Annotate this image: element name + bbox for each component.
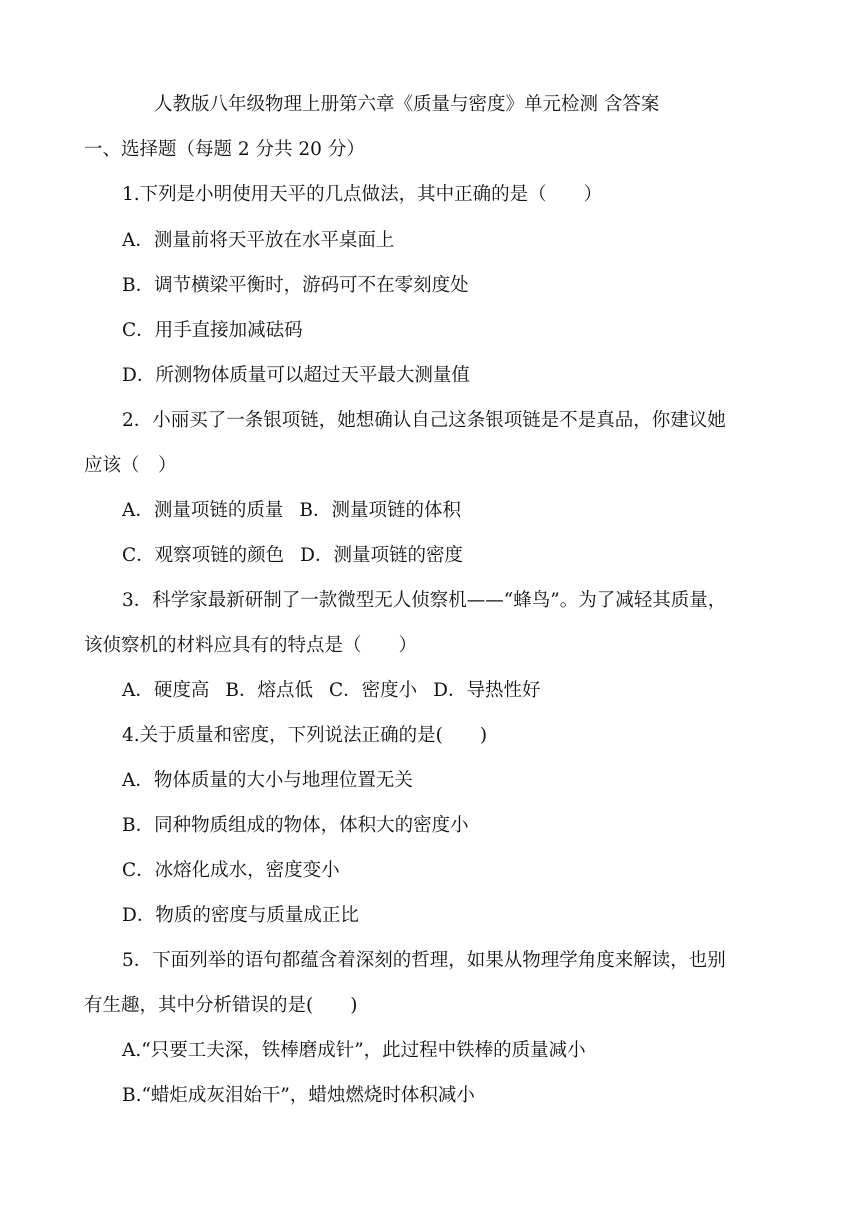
- question-4-option-b: B．同种物质组成的物体，体积大的密度小: [122, 815, 469, 836]
- question-1-option-b: B．调节横梁平衡时，游码可不在零刻度处: [122, 275, 469, 296]
- question-5-stem-line-1: 5．下面列举的语句都蕴含着深刻的哲理，如果从物理学角度来解读，也别: [122, 950, 726, 971]
- document-title: 人教版八年级物理上册第六章《质量与密度》单元检测 含答案: [154, 94, 660, 115]
- question-4-option-a: A．物体质量的大小与地理位置无关: [122, 770, 413, 791]
- question-4-option-d: D．物质的密度与质量成正比: [122, 905, 359, 926]
- question-5-stem-line-2: 有生趣，其中分析错误的是( ): [84, 995, 358, 1016]
- question-3-option-d: D．导热性好: [433, 680, 541, 701]
- question-3-stem-line-1: 3．科学家最新研制了一款微型无人侦察机——“蜂鸟”。为了减轻其质量，: [122, 590, 727, 611]
- question-2-options-row-1: [122, 497, 461, 525]
- question-4-stem: 4.关于质量和密度，下列说法正确的是( ): [122, 725, 488, 746]
- question-2-option-c: C．观察项链的颜色: [122, 545, 285, 566]
- question-2-option-a: A．测量项链的质量: [122, 500, 284, 521]
- question-2-option-b: B．测量项链的体积: [299, 500, 461, 521]
- question-2-options-row-2: [122, 542, 463, 570]
- question-5-option-a: A.“只要工夫深，铁棒磨成针”，此过程中铁棒的质量减小: [122, 1040, 586, 1061]
- question-1-option-a: A．测量前将天平放在水平桌面上: [122, 230, 395, 251]
- question-2-option-d: D．测量项链的密度: [300, 545, 463, 566]
- question-3-option-c: C．密度小: [328, 680, 418, 701]
- question-1-stem: 1.下列是小明使用天平的几点做法，其中正确的是（ ）: [122, 184, 603, 205]
- question-4-option-c: C．冰熔化成水，密度变小: [122, 860, 340, 881]
- question-3-stem-line-2: 该侦察机的材料应具有的特点是（ ）: [84, 635, 418, 656]
- section-heading: 一、选择题（每题 2 分共 20 分）: [84, 139, 365, 160]
- question-1-option-c: C．用手直接加减砝码: [122, 320, 303, 341]
- question-2-stem-line-1: 2．小丽买了一条银项链，她想确认自己这条银项链是不是真品，你建议她: [122, 410, 726, 431]
- question-2-stem-line-2: 应该（ ）: [84, 455, 177, 476]
- question-3-options-row: [122, 677, 540, 705]
- question-3-option-a: A．硬度高: [122, 680, 210, 701]
- question-1-option-d: D．所测物体质量可以超过天平最大测量值: [122, 365, 470, 386]
- question-5-option-b: B.“蜡炬成灰泪始干”，蜡烛燃烧时体积减小: [122, 1085, 475, 1106]
- question-3-option-b: B．熔点低: [225, 680, 313, 701]
